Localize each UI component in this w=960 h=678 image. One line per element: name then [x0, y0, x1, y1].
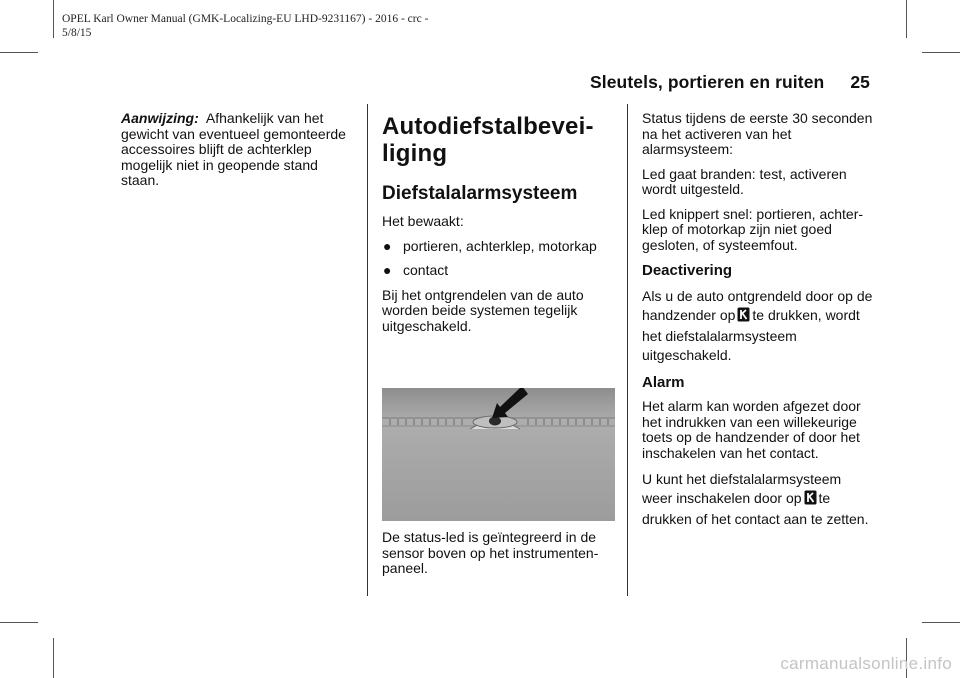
- status-led: [489, 417, 501, 426]
- section-title: [382, 113, 616, 167]
- dashboard-illustration: [382, 388, 615, 521]
- crop-mark: [0, 622, 38, 623]
- document-meta-date: 5/8/15: [62, 27, 92, 39]
- note-label: Aanwijzing:: [121, 110, 199, 126]
- note-paragraph: [121, 111, 359, 189]
- running-head: [590, 72, 870, 93]
- intro-text: Het bewaakt:: [382, 213, 464, 229]
- crop-mark: [53, 0, 54, 38]
- led-on-text: Led gaat branden: test, activeren wordt uitgesteld.: [642, 165, 847, 197]
- column-divider: [367, 104, 368, 596]
- rearm-text-end: te drukken of het contact aan te zetten.: [642, 490, 869, 527]
- rearm-text-start: U kunt het diefstalalarmsysteem weer inschakelen door op: [642, 471, 842, 506]
- deactivation-text-start: Als u de auto ontgrendeld door op de handzender op: [642, 288, 873, 323]
- bullet-icon: ●: [383, 237, 392, 254]
- rearm-text: [642, 470, 874, 529]
- led-blink-text: Led knippert snel: portieren, achterklep of motorkap zijn niet goed gesloten, of systeemfout.: [642, 205, 864, 253]
- crop-mark: [0, 52, 38, 53]
- crop-mark: [922, 622, 960, 623]
- status-intro: Status tijdens de eerste 30 seconden na het activeren van het alarmsysteem:: [642, 110, 873, 157]
- list-item: [382, 263, 616, 279]
- unlock-paragraph: Bij het ontgrendelen van de auto worden beide systemen tegelijk uitgeschakeld.: [382, 286, 584, 334]
- dashboard-led-figure: [382, 388, 615, 521]
- document-meta: [62, 12, 502, 40]
- subsection-title: Diefstalalarmsysteem: [382, 183, 578, 204]
- unlock-key-icon: [804, 490, 817, 510]
- alarm-heading: Alarm: [642, 374, 685, 391]
- section-title-line: Autodiefstalbevei-: [382, 113, 594, 140]
- watermark: carmanualsonline.info: [780, 654, 952, 673]
- note-text: Afhankelijk van het gewicht van eventueel gemonteerde accessoires blijft de achterklep mogelijk niet in geopende stand staan.: [121, 110, 346, 188]
- list-item-text: contact: [403, 262, 449, 278]
- figure-caption-block: [382, 530, 616, 586]
- figure-caption: De status-led is geïntegreerd in de sensor boven op het instrumentenpaneel.: [382, 529, 599, 576]
- page-number: 25: [850, 72, 870, 92]
- crop-mark: [922, 52, 960, 53]
- column-divider: [627, 104, 628, 596]
- alarm-text: Het alarm kan worden afgezet door het indrukken van een willekeurige toets op de handzender of door het inschakelen van het contact.: [642, 398, 861, 461]
- crop-mark: [53, 638, 54, 678]
- bullet-icon: ●: [383, 262, 392, 278]
- unlock-key-icon: [737, 307, 750, 327]
- deactivation-heading: Deactivering: [642, 262, 733, 279]
- middle-column: [382, 113, 616, 343]
- monitored-list: [382, 239, 616, 279]
- document-meta-line: OPEL Karl Owner Manual (GMK-Localizing-EU LHD-9231167) - 2016 - crc -: [62, 13, 429, 25]
- crop-mark: [906, 0, 907, 38]
- list-item-text: portieren, achterklep, motorkap: [403, 237, 597, 254]
- deactivation-text-end: te drukken, wordt het diefstalalarmsysteem uitgeschakeld.: [642, 307, 860, 363]
- deactivation-text: [642, 287, 874, 365]
- list-item: [382, 239, 616, 255]
- section-title-line: liging: [382, 140, 448, 167]
- chapter-title: Sleutels, portieren en ruiten: [589, 72, 825, 92]
- right-column: [642, 111, 874, 538]
- left-column: [121, 111, 359, 198]
